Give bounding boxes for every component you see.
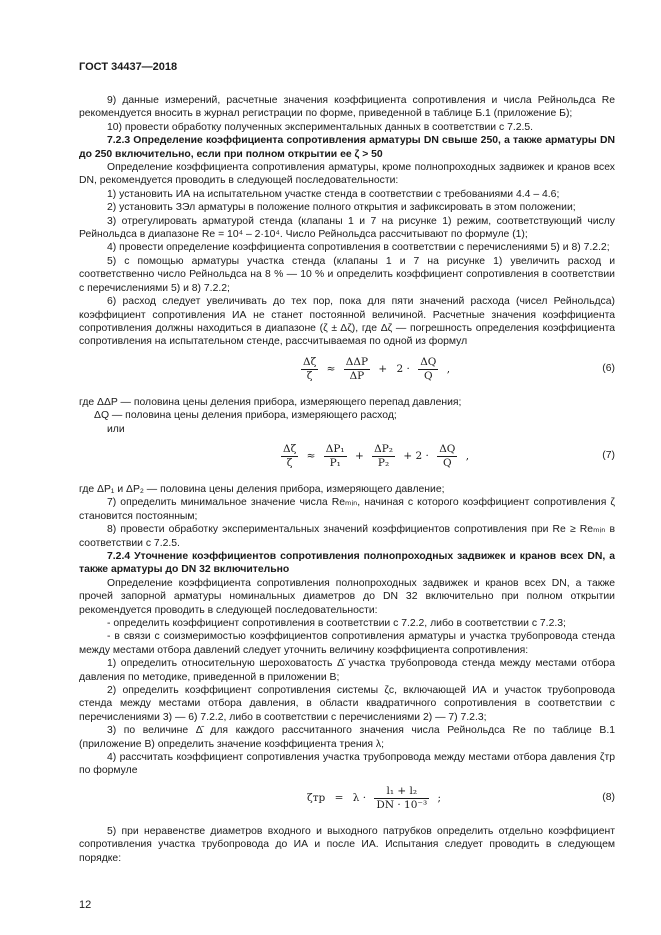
formula-term: DN · 10⁻³ bbox=[376, 798, 428, 811]
formula-term: ΔP bbox=[349, 369, 365, 382]
formula-term: Δζ bbox=[283, 442, 297, 455]
formula-term: Δζ bbox=[303, 355, 317, 368]
formula-term: l₁ + l₂ bbox=[374, 785, 429, 799]
formula-operator: , bbox=[446, 362, 451, 375]
formula-operator: = bbox=[334, 791, 344, 804]
paragraph: или bbox=[107, 423, 125, 435]
formula-number: (7) bbox=[602, 449, 615, 461]
paragraph: Определение коэффициента сопротивления полнопроходных задвижек и кранов всех DN, а также прочей запорной арматуры номинальных диаметров до DN 32 включительно при полном открытии рекомендуется проводить в следующей последовательности: bbox=[79, 577, 615, 616]
formula-7 bbox=[79, 440, 615, 478]
formula-term: Q bbox=[442, 456, 452, 469]
formula-operator: ≈ bbox=[326, 362, 336, 375]
formula-term: ζ bbox=[286, 456, 293, 469]
formula-term: P₁ bbox=[329, 456, 341, 469]
formula-operator: + 2 · bbox=[403, 449, 429, 462]
formula-operator: ; bbox=[437, 791, 442, 804]
list-item: 4) рассчитать коэффициент сопротивления участка трубопровода между местами отбора давления ζтр по формуле bbox=[79, 752, 615, 777]
formula-number: (8) bbox=[602, 791, 615, 803]
formula-operator: + bbox=[378, 362, 388, 375]
formula-8 bbox=[79, 782, 615, 820]
list-item: 1) установить ИА на испытательном участке стенда в соответствии с требованиями 4.4 – 4.6; bbox=[107, 188, 560, 200]
list-item: 4) провести определение коэффициента сопротивления в соответствии с перечислениями 5) и 8) 7.2.2; bbox=[107, 242, 610, 254]
paragraph: ΔQ — половина цены деления прибора, измеряющего расход; bbox=[94, 410, 397, 422]
list-item: 6) расход следует увеличивать до тех пор, пока для пяти значений расхода (чисел Рейнольдса) коэффициент сопротивления ИА не станет постоянной величиной. Расчетные значения коэффициента сопротивления должны находиться в диапазоне (ζ ± Δζ), где Δζ — погрешность определения коэффициента сопротивления на испытательном стенде, рассчитываемая по одной из формул bbox=[79, 296, 615, 348]
section-heading-7-2-3: 7.2.3 Определение коэффициента сопротивления арматуры DN свыше 250, а также арматуры DN до 250 включительно, если при полном открытии ее ζ > 50 bbox=[79, 135, 615, 160]
list-item: 3) отрегулировать арматурой стенда (клапаны 1 и 7 на рисунке 1) режим, соответствующий числу Рейнольдса в диапазоне Re = 10⁴ – 2·10⁴. Число Рейнольдса рассчитывают по формуле (1); bbox=[79, 215, 615, 241]
list-item: 2) определить коэффициент сопротивления системы ζс, включающей ИА и участок трубопровода стенда между местами отбора давления, в области квадратичного сопротивления в соответствии с перечислениями 3) — 6) 7.2.2, либо в соответствии с перечислениями 2) — 7) 7.2.3; bbox=[79, 685, 615, 723]
paragraph: Определение коэффициента сопротивления арматуры, кроме полнопроходных задвижек и кранов всех DN, рекомендуется проводить в следующей последовательности: bbox=[79, 162, 615, 187]
paragraph: где ΔΔP — половина цены деления прибора, измеряющего перепад давления; bbox=[79, 396, 462, 408]
formula-term: ζтр bbox=[307, 791, 326, 804]
list-item: - в связи с соизмеримостью коэффициентов сопротивления арматуры и участка трубопровода стенда между местами отбора давлений следует уточнить величину коэффициента сопротивления: bbox=[79, 631, 615, 656]
paragraph: 10) провести обработку полученных экспериментальных данных в соответствии с 7.2.5. bbox=[107, 121, 534, 133]
list-item: 5) с помощью арматуры участка стенда (клапаны 1 и 7 на рисунке 1) увеличить расход и соответственно число Рейнольдса на 8 % — 10 % и определить коэффициент сопротивления в соответствии с перечислениями 5) и 8) 7.2.2; bbox=[79, 255, 615, 294]
list-item: 3) по величине Δ̄ для каждого рассчитанного значения числа Рейнольдса Re по таблице В.1 (приложение В) определить значение коэффициента трения λ; bbox=[79, 725, 615, 750]
formula-term: ΔP₁ bbox=[325, 442, 345, 455]
list-item: 2) установить ЗЭл арматуры в положение полного открытия и зафиксировать в этом положении; bbox=[107, 202, 576, 214]
formula-term: P₂ bbox=[377, 456, 390, 469]
formula-operator: 2 · bbox=[396, 362, 410, 375]
list-item: 8) провести обработку экспериментальных значений коэффициентов сопротивления при Re ≥ Reₘᵢₙ в соответствии с 7.2.5. bbox=[79, 524, 615, 549]
list-item: 7) определить минимальное значение числа Reₘᵢₙ, начиная с которого коэффициент сопротивления ζ становится постоянным; bbox=[79, 497, 615, 522]
formula-6 bbox=[79, 353, 615, 391]
section-heading-7-2-4: 7.2.4 Уточнение коэффициентов сопротивления полнопроходных задвижек и кранов всех DN, а также арматуры до DN 32 включительно bbox=[79, 550, 615, 576]
list-item: - определить коэффициент сопротивления в соответствии с 7.2.2, либо в соответствии с 7.2.3; bbox=[107, 618, 566, 629]
paragraph: 9) данные измерений, расчетные значения коэффициента сопротивления и числа Рейнольдса Re рекомендуется вносить в журнал регистрации по форме, приведенной в таблице Б.1 (приложение Б); bbox=[79, 95, 615, 120]
formula-term: ΔQ bbox=[439, 442, 456, 455]
formula-term: Q bbox=[424, 369, 433, 382]
formula-term: ΔΔP bbox=[345, 355, 369, 368]
paragraph: где ΔP₁ и ΔP₂ — половина цены деления прибора, измеряющего давление; bbox=[79, 483, 445, 495]
formula-operator: , bbox=[465, 449, 470, 462]
list-item: 5) при неравенстве диаметров входного и выходного патрубков определить отдельно коэффициент сопротивления участка трубопровода до ИА и после ИА. Испытания следует проводить в следующем порядке: bbox=[79, 825, 615, 864]
page-header: ГОСТ 34437—2018 bbox=[79, 61, 178, 73]
formula-number: (6) bbox=[602, 362, 615, 374]
list-item: 1) определить относительную шероховатость Δ̄ участка трубопровода стенда между местами отбора давления по методике, приведенной в приложении В; bbox=[79, 658, 615, 683]
formula-term: ζ bbox=[306, 369, 313, 382]
page-number: 12 bbox=[79, 899, 92, 911]
document-body bbox=[79, 94, 615, 865]
formula-term: ΔQ bbox=[420, 355, 437, 368]
formula-operator: ≈ bbox=[306, 449, 316, 462]
formula-term: ΔP₂ bbox=[374, 442, 393, 455]
formula-operator: λ · bbox=[352, 791, 367, 804]
formula-operator: + bbox=[354, 449, 364, 462]
